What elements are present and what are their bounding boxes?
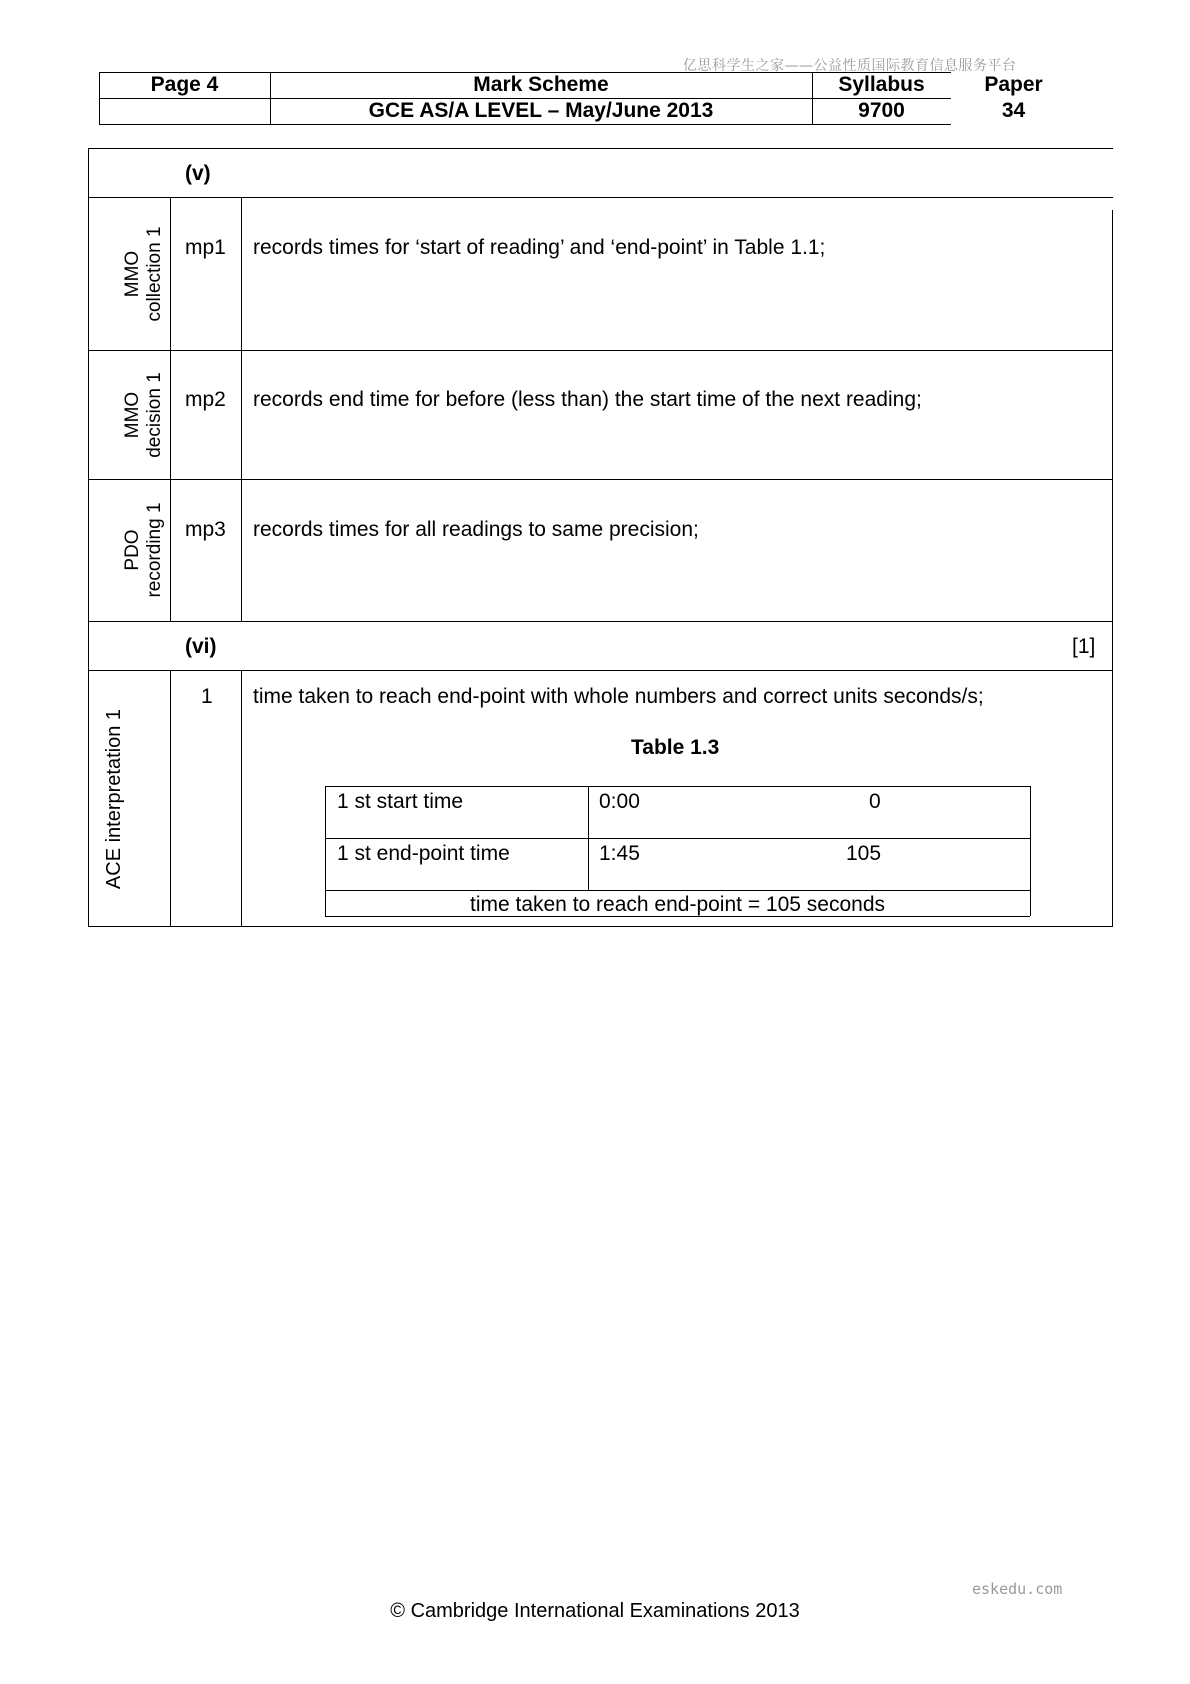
marking-point: mp3 — [185, 518, 226, 541]
category-cell — [122, 480, 166, 620]
row-label: 1 st end-point time — [337, 842, 510, 865]
row-seconds: 0 — [869, 790, 881, 813]
inner-table-title: Table 1.3 — [631, 736, 720, 759]
paper-value: 34 — [1001, 99, 1026, 122]
category-line-2: decision 1 — [144, 372, 165, 458]
row-label: 1 st start time — [337, 790, 464, 813]
marking-point-text: records times for all readings to same precision; — [253, 518, 699, 541]
watermark-bottom: eskedu.com — [972, 1580, 1063, 1598]
paper-label: Paper — [984, 73, 1043, 96]
category-cell — [122, 204, 166, 344]
section-v-label: (v) — [185, 162, 211, 185]
category-cell — [122, 345, 166, 485]
document-title: Mark Scheme — [473, 73, 609, 96]
exam-session: GCE AS/A LEVEL – May/June 2013 — [368, 99, 714, 122]
category-line-1: PDO — [122, 529, 143, 571]
marking-point: mp2 — [185, 388, 226, 411]
category-cell: ACE interpretation 1 — [103, 708, 125, 890]
copyright-footer: © Cambridge International Examinations 2013 — [390, 1600, 800, 1622]
marking-point: 1 — [201, 685, 213, 708]
category-line-1: MMO — [122, 391, 143, 439]
watermark-top: 亿思科学生之家——公益性质国际教育信息服务平台 — [683, 58, 1017, 74]
category-line-2: collection 1 — [144, 226, 165, 322]
section-vi-label: (vi) — [185, 635, 217, 658]
page-number: Page 4 — [150, 73, 219, 96]
marking-point-text: records end time for before (less than) the start time of the next reading; — [253, 388, 922, 411]
row-time: 1:45 — [599, 842, 640, 865]
category-line-2: recording 1 — [144, 502, 165, 598]
marking-point-text: records times for ‘start of reading’ and ‘end-point’ in Table 1.1; — [253, 236, 826, 259]
row-time: 0:00 — [599, 790, 640, 813]
marking-point: mp1 — [185, 236, 226, 259]
row-seconds: 105 — [846, 842, 882, 865]
marking-point-text: time taken to reach end-point with whole numbers and correct units seconds/s; — [253, 685, 984, 708]
inner-table-footer: time taken to reach end-point = 105 seconds — [469, 893, 886, 916]
syllabus-label: Syllabus — [838, 73, 925, 96]
marks-allocation: [1] — [1072, 635, 1096, 658]
syllabus-value: 9700 — [858, 99, 905, 122]
category-line-1: MMO — [122, 250, 143, 298]
